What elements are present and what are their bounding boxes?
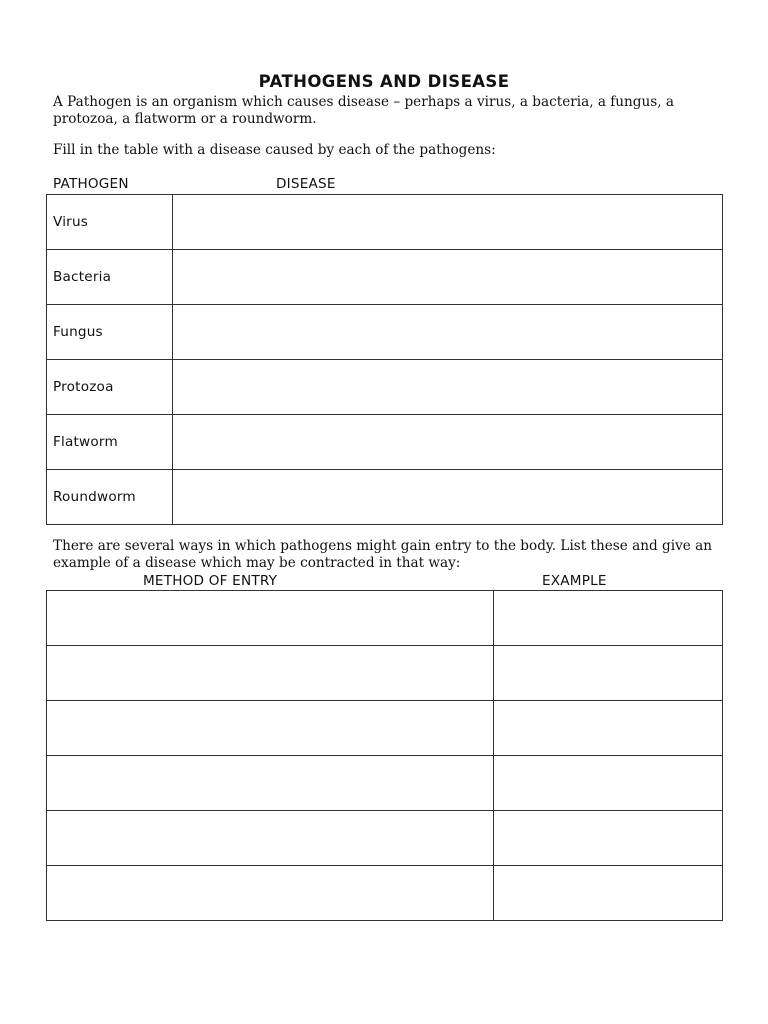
example-answer-cell[interactable] — [494, 701, 723, 756]
table-row — [47, 415, 723, 470]
table-row — [47, 811, 723, 866]
pathogen-disease-table — [46, 194, 723, 525]
example-answer-cell[interactable] — [494, 811, 723, 866]
method-answer-cell[interactable] — [47, 701, 494, 756]
table-row — [47, 591, 723, 646]
example-answer-cell[interactable] — [494, 646, 723, 701]
pathogen-cell: Bacteria — [47, 250, 173, 305]
table-row — [47, 470, 723, 525]
page-title: PATHOGENS AND DISEASE — [258, 72, 510, 91]
pathogen-column-header: PATHOGEN — [53, 176, 129, 192]
example-answer-cell[interactable] — [494, 866, 723, 921]
table-row — [47, 250, 723, 305]
method-answer-cell[interactable] — [47, 646, 494, 701]
disease-answer-cell[interactable] — [173, 305, 723, 360]
table-row — [47, 756, 723, 811]
table-instruction: Fill in the table with a disease caused by each of the pathogens: — [53, 142, 496, 158]
example-answer-cell[interactable] — [494, 756, 723, 811]
disease-answer-cell[interactable] — [173, 415, 723, 470]
table-row — [47, 701, 723, 756]
disease-answer-cell[interactable] — [173, 470, 723, 525]
method-answer-cell[interactable] — [47, 811, 494, 866]
table-row — [47, 195, 723, 250]
pathogen-cell: Fungus — [47, 305, 173, 360]
entry-method-table — [46, 590, 723, 921]
table-row — [47, 305, 723, 360]
intro-paragraph: A Pathogen is an organism which causes disease – perhaps a virus, a bacteria, a fungus, a protozoa, a flatworm or a roundworm. — [53, 94, 674, 127]
pathogen-cell: Virus — [47, 195, 173, 250]
example-answer-cell[interactable] — [494, 591, 723, 646]
example-column-header: EXAMPLE — [542, 573, 607, 589]
method-answer-cell[interactable] — [47, 591, 494, 646]
disease-column-header: DISEASE — [276, 176, 336, 192]
pathogen-cell: Flatworm — [47, 415, 173, 470]
disease-answer-cell[interactable] — [173, 250, 723, 305]
disease-answer-cell[interactable] — [173, 360, 723, 415]
table-row — [47, 866, 723, 921]
method-answer-cell[interactable] — [47, 756, 494, 811]
disease-answer-cell[interactable] — [173, 195, 723, 250]
method-answer-cell[interactable] — [47, 866, 494, 921]
pathogen-cell: Protozoa — [47, 360, 173, 415]
pathogen-cell: Roundworm — [47, 470, 173, 525]
entry-methods-instruction: There are several ways in which pathogens might gain entry to the body. List these and give an example of a disease which may be contracted in that way: — [53, 538, 712, 571]
table-row — [47, 360, 723, 415]
table-row — [47, 646, 723, 701]
method-column-header: METHOD OF ENTRY — [143, 573, 278, 589]
